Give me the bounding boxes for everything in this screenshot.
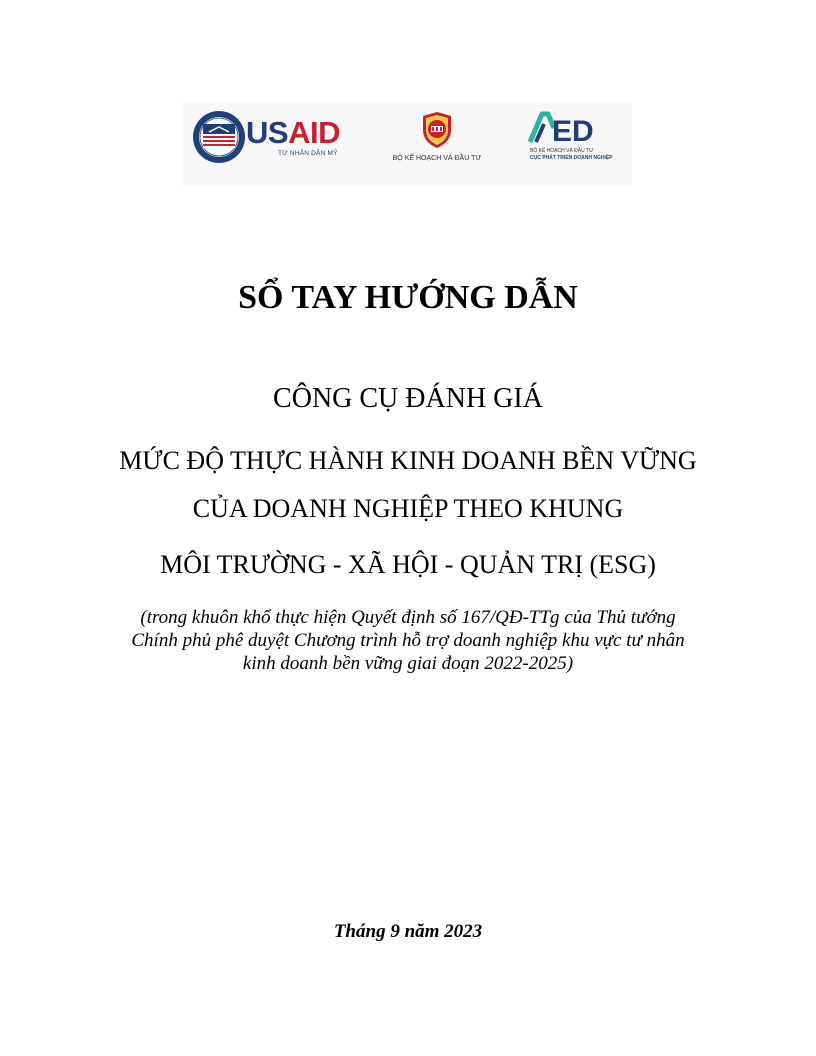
aed-caption-ministry: BỘ KẾ HOẠCH VÀ ĐẦU TƯ [530,148,594,154]
mpi-logo [382,110,492,170]
note-line-3: kinh doanh bền vững giai đoạn 2022-2025) [242,653,574,674]
subtitle-line-4: MÔI TRƯỜNG - XÃ HỘI - QUẢN TRỊ (ESG) [160,550,656,579]
usaid-word-aid: AID [288,115,340,150]
subtitle-line-1: CÔNG CỤ ĐÁNH GIÁ [273,383,543,414]
logo-band [182,102,632,186]
mpi-caption: BỘ KẾ HOẠCH VÀ ĐẦU TƯ [392,155,482,162]
usaid-logo [192,110,362,170]
note-line-1: (trong khuôn khổ thực hiện Quyết định số 167/QĐ-TTg của Thủ tướng [140,607,676,628]
decision-note [60,606,756,675]
mpi-emblem-icon [418,110,456,150]
usaid-seal-icon [192,110,246,164]
aed-caption-agency: CỤC PHÁT TRIỂN DOANH NGHIỆP [530,155,613,161]
aed-logo [522,108,618,172]
aed-logo-icon [528,110,594,146]
note-line-2: Chính phủ phê duyệt Chương trình hỗ trợ doanh nghiệp khu vực tư nhân [131,630,685,651]
subtitle-line-2: MỨC ĐỘ THỰC HÀNH KINH DOANH BỀN VỮNG [119,446,697,475]
usaid-tagline: TỪ NHÂN DÂN MỸ [278,150,338,157]
aed-mark-text: ED [552,115,594,146]
usaid-word-us: US [246,115,289,150]
publication-date: Tháng 9 năm 2023 [333,921,483,942]
subtitle-line-3: CỦA DOANH NGHIỆP THEO KHUNG [192,494,624,523]
usaid-wordmark [246,116,340,150]
document-title: SỔ TAY HƯỚNG DẪN [238,279,578,316]
